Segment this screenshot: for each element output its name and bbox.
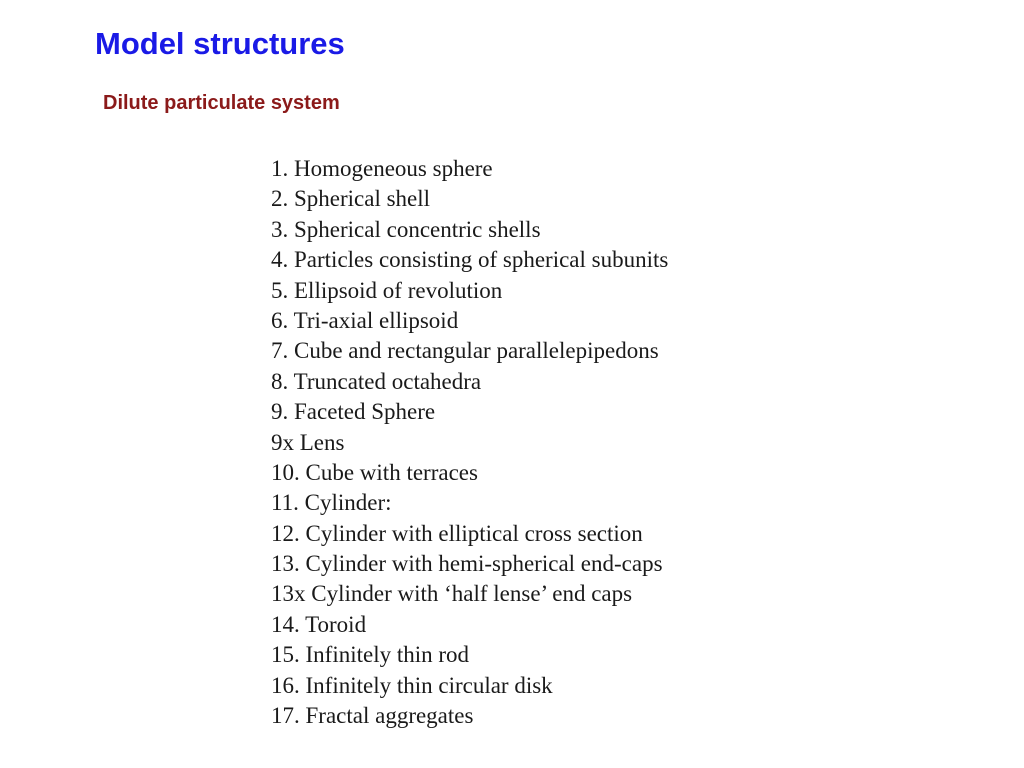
list-item: 9x Lens xyxy=(271,429,345,455)
list-item: 12. Cylinder with elliptical cross section xyxy=(271,520,643,546)
slide-subtitle: Dilute particulate system xyxy=(103,92,340,114)
list-item: 10. Cube with terraces xyxy=(271,459,478,485)
list-item: 3. Spherical concentric shells xyxy=(271,216,541,242)
model-structure-list xyxy=(271,154,668,731)
list-item: 4. Particles consisting of spherical subunits xyxy=(271,247,669,273)
list-item: 7. Cube and rectangular parallelepipedons xyxy=(271,338,659,364)
list-item: 1. Homogeneous sphere xyxy=(271,156,493,181)
list-item: 15. Infinitely thin rod xyxy=(271,642,470,668)
list-item: 6. Tri-axial ellipsoid xyxy=(271,307,459,333)
slide-title: Model structures xyxy=(95,26,345,61)
list-item: 17. Fractal aggregates xyxy=(271,703,474,729)
list-item: 9. Faceted Sphere xyxy=(271,399,436,425)
list-item: 14. Toroid xyxy=(271,611,367,637)
list-item: 13x Cylinder with ‘half lense’ end caps xyxy=(271,581,633,607)
list-item: 5. Ellipsoid of revolution xyxy=(271,277,503,303)
list-item: 13. Cylinder with hemi-spherical end-caps xyxy=(271,551,663,577)
list-item: 8. Truncated octahedra xyxy=(271,368,482,394)
list-item: 2. Spherical shell xyxy=(271,186,431,212)
list-item: 11. Cylinder: xyxy=(271,490,392,516)
list-item: 16. Infinitely thin circular disk xyxy=(271,672,553,698)
